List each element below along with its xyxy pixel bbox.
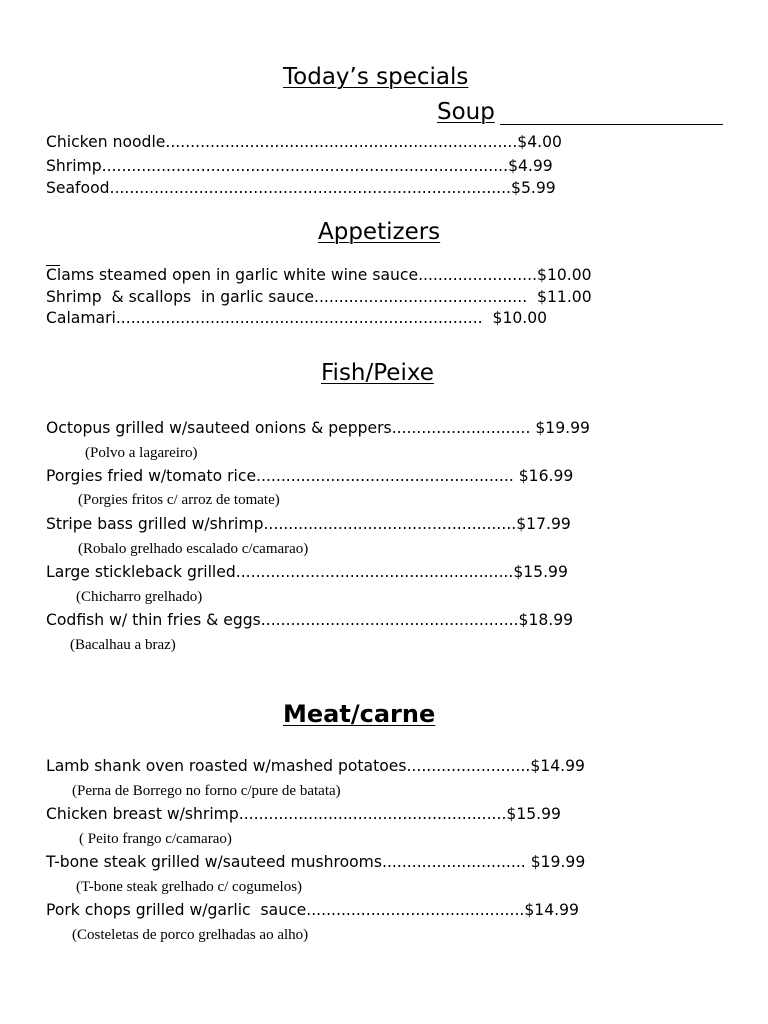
menu-item-fish-2-translation: (Robalo grelhado escalado c/camarao): [78, 541, 309, 557]
menu-item-fish-2: Stripe bass grilled w/shrimp...................................................$17.99: [46, 515, 571, 533]
menu-item-fish-0: Octopus grilled w/sauteed onions & peppers............................ $19.99: [46, 419, 590, 437]
menu-item-meat-3: Pork chops grilled w/garlic sauce............................................$14.99: [46, 901, 579, 919]
menu-item-meat-0: Lamb shank oven roasted w/mashed potatoes.........................$14.99: [46, 757, 585, 775]
menu-item-meat-1-translation: ( Peito frango c/camarao): [79, 831, 232, 847]
section-heading-soup: Soup: [437, 99, 495, 125]
section-heading-fish: Fish/Peixe: [321, 360, 434, 386]
menu-item-appetizers-0: Clams steamed open in garlic white wine sauce........................$10.00: [46, 266, 592, 284]
menu-item-fish-4: Codfish w/ thin fries & eggs....................................................$18.99: [46, 611, 574, 629]
menu-item-fish-3-translation: (Chicharro grelhado): [76, 589, 203, 605]
menu-item-fish-3: Large stickleback grilled........................................................$15.99: [46, 563, 568, 581]
menu-item-fish-1-translation: (Porgies fritos c/ arroz de tomate): [78, 492, 280, 508]
menu-item-fish-0-translation: (Polvo a lagareiro): [85, 445, 198, 461]
soup-heading-rule: [500, 124, 723, 125]
menu-item-soup-2: Seafood.................................................................................$5.99: [46, 179, 556, 197]
menu-item-meat-2: T-bone steak grilled w/sauteed mushrooms............................. $19.99: [46, 853, 586, 871]
section-heading-meat: Meat/carne: [283, 700, 436, 728]
menu-item-appetizers-1: Shrimp & scallops in garlic sauce........................................... $11.00: [46, 288, 592, 306]
menu-item-fish-4-translation: (Bacalhau a braz): [70, 637, 176, 653]
page-title: Today’s specials: [283, 64, 469, 90]
menu-item-soup-0: Chicken noodle.......................................................................$4.00: [46, 133, 562, 151]
menu-item-meat-2-translation: (T-bone steak grelhado c/ cogumelos): [76, 879, 303, 895]
menu-item-fish-1: Porgies fried w/tomato rice.................................................... $16.99: [46, 467, 574, 485]
menu-item-appetizers-2: Calamari.......................................................................... $10.00: [46, 309, 548, 327]
menu-item-soup-1: Shrimp..................................................................................$4.99: [46, 157, 553, 175]
menu-item-meat-0-translation: (Perna de Borrego no forno c/pure de batata): [72, 783, 341, 799]
section-heading-appetizers: Appetizers: [318, 219, 441, 245]
menu-item-meat-3-translation: (Costeletas de porco grelhadas ao alho): [72, 927, 309, 943]
menu-item-meat-1: Chicken breast w/shrimp......................................................$15.99: [46, 805, 561, 823]
